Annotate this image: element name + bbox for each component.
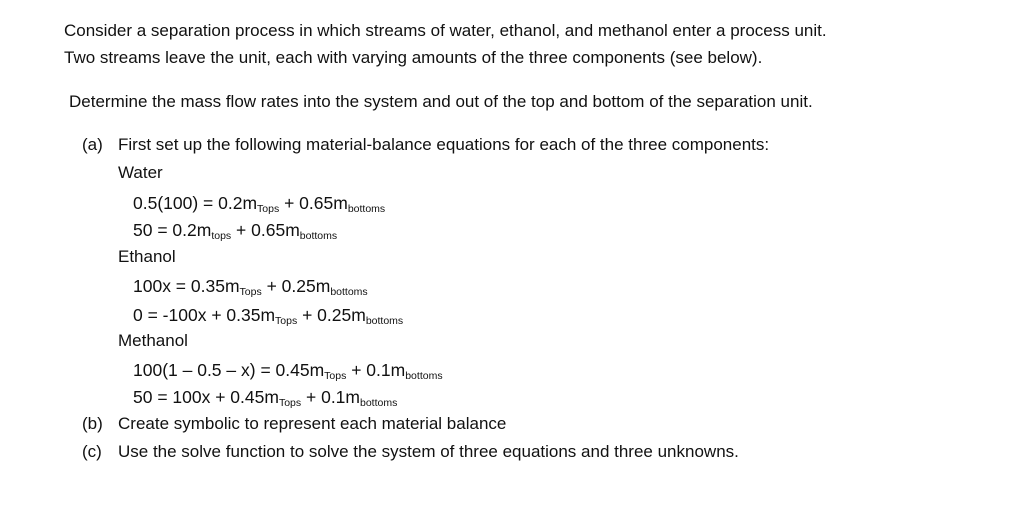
water-eq1-mid: + 0.65m	[279, 193, 348, 213]
ethanol-eq1-lhs: 100x = 0.35m	[133, 276, 240, 296]
part-c-text: Use the solve function to solve the system of three equations and three unknowns.	[118, 442, 739, 461]
part-b-label: (b)	[82, 414, 103, 433]
intro-line-2: Two streams leave the unit, each with varying amounts of the three components (see below).	[64, 48, 763, 67]
task-statement: Determine the mass flow rates into the system and out of the top and bottom of the separation unit.	[69, 92, 813, 111]
part-b	[82, 413, 506, 435]
ethanol-equation-1	[133, 275, 368, 297]
ethanol-eq1-sub-tops: Tops	[239, 286, 262, 298]
ethanol-eq2-mid: + 0.25m	[297, 305, 366, 325]
part-a-label: (a)	[82, 135, 103, 154]
methanol-eq1-mid: + 0.1m	[346, 360, 406, 380]
water-equation-1	[133, 192, 385, 214]
methanol-equation-2	[133, 386, 397, 408]
part-b-text: Create symbolic to represent each material balance	[118, 414, 507, 433]
ethanol-eq2-sub-bottoms: bottoms	[365, 315, 404, 327]
methanol-eq2-mid: + 0.1m	[301, 387, 360, 407]
intro-line-1: Consider a separation process in which streams of water, ethanol, and methanol enter a process unit.	[64, 21, 827, 40]
water-eq1-sub-bottoms: bottoms	[347, 203, 386, 215]
part-c-label: (c)	[82, 442, 102, 461]
methanol-eq2-sub-tops: Tops	[278, 397, 302, 409]
methanol-eq2-sub-bottoms: bottoms	[360, 397, 398, 409]
ethanol-eq1-sub-bottoms: bottoms	[330, 286, 368, 298]
water-eq2-mid: + 0.65m	[231, 220, 300, 240]
methanol-eq1-sub-bottoms: bottoms	[405, 370, 443, 382]
methanol-eq2-lhs: 50 = 100x + 0.45m	[133, 387, 279, 407]
water-equation-2	[133, 219, 337, 241]
water-eq2-lhs: 50 = 0.2m	[133, 220, 212, 240]
water-eq2-sub-bottoms: bottoms	[299, 230, 338, 242]
ethanol-heading: Ethanol	[118, 247, 176, 266]
methanol-heading: Methanol	[118, 331, 188, 350]
ethanol-eq1-mid: + 0.25m	[261, 276, 331, 296]
ethanol-eq2-lhs: 0 = -100x + 0.35m	[133, 305, 276, 325]
water-eq2-sub-tops: tops	[211, 230, 232, 242]
ethanol-eq2-sub-tops: Tops	[275, 315, 298, 327]
water-eq1-sub-tops: Tops	[257, 203, 280, 215]
water-heading: Water	[118, 163, 163, 182]
ethanol-equation-2	[133, 304, 403, 326]
methanol-eq1-sub-tops: Tops	[324, 370, 347, 382]
methanol-eq1-lhs: 100(1 – 0.5 – x) = 0.45m	[133, 360, 325, 380]
water-eq1-lhs: 0.5(100) = 0.2m	[133, 193, 258, 213]
part-c	[82, 441, 739, 463]
part-a-text: First set up the following material-balance equations for each of the three components:	[118, 135, 770, 154]
methanol-equation-1	[133, 359, 443, 381]
part-a	[82, 134, 769, 156]
